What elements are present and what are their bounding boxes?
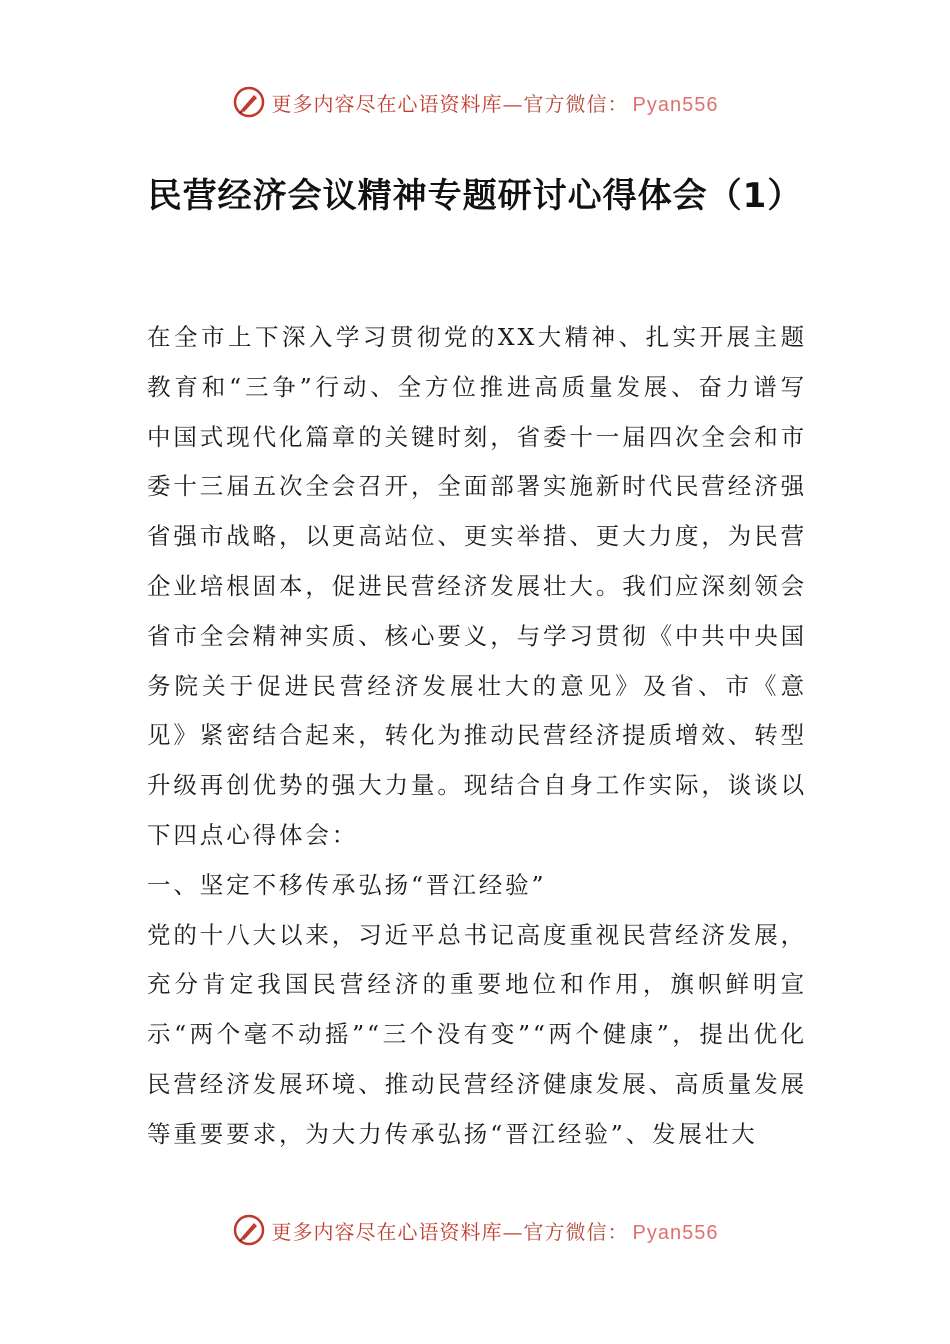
- paragraph-intro: 在全市上下深入学习贯彻党的XX大精神、扎实开展主题教育和“三争”行动、全方位推进高质量发展、奋力谱写中国式现代化篇章的关键时刻，省委十一届四次全会和市委十三届五次全会召开，全面部署实施新时代民营经济强省强市战略，以更高站位、更实举措、更大力度，为民营企业培根固本，促进民营经济发展壮大。我们应深刻领会省市全会精神实质、核心要义，与学习贯彻《中共中央国务院关于促进民营经济发展壮大的意见》及省、市《意见》紧密结合起来，转化为推动民营经济提质增效、转型升级再创优势的强大力量。现结合自身工作实际，谈谈以下四点心得体会：: [147, 323, 807, 849]
- section-heading-1: 一、坚定不移传承弘扬“晋江经验”: [147, 870, 547, 899]
- watermark-footer: [0, 1210, 950, 1250]
- pen-logo-icon: [232, 85, 266, 119]
- watermark-header: [0, 82, 950, 122]
- watermark-text: 更多内容尽在心语资料库—官方微信： Pyan556: [271, 1219, 719, 1244]
- watermark-text: 更多内容尽在心语资料库—官方微信： Pyan556: [271, 91, 719, 116]
- document-title: 民营经济会议精神专题研讨心得体会（1）: [147, 176, 803, 216]
- pen-logo-icon: [232, 1213, 266, 1247]
- document-body: [147, 313, 807, 1160]
- paragraph-section-1: 党的十八大以来，习近平总书记高度重视民营经济发展，充分肯定我国民营经济的重要地位和作用，旗帜鲜明宣示“两个毫不动摇”“三个没有变”“两个健康”，提出优化民营经济发展环境、推动民营经济健康发展、高质量发展等重要要求，为大力传承弘扬“晋江经验”、发展壮大: [147, 920, 807, 1148]
